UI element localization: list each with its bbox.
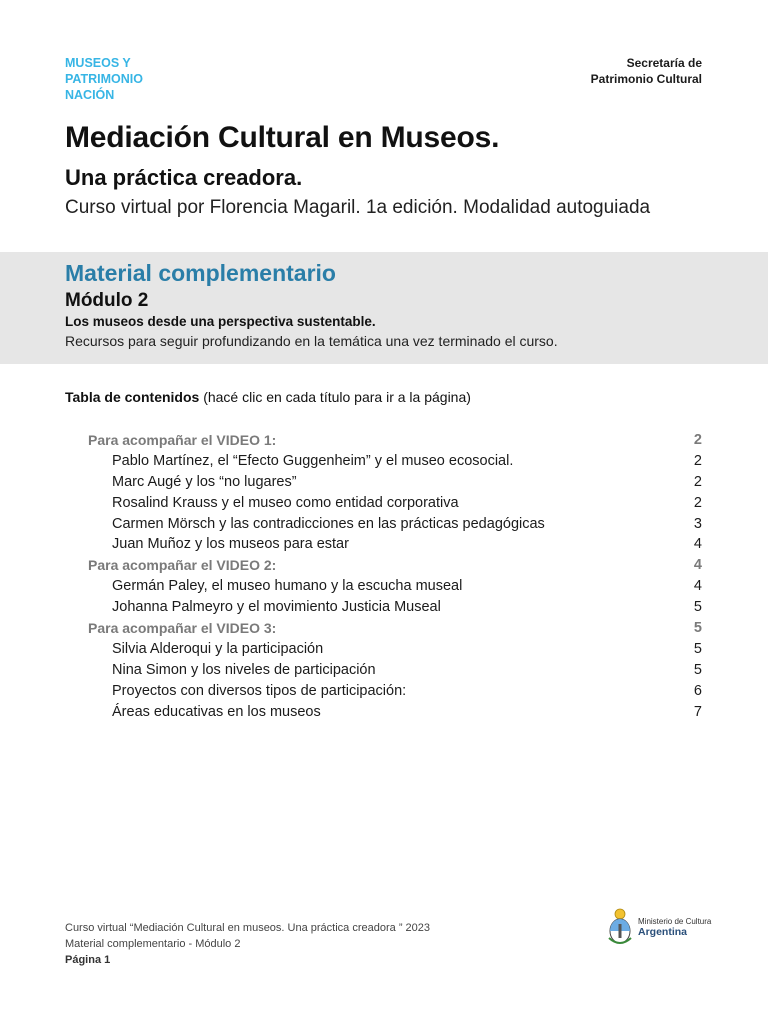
toc-entry-page[interactable]: 2: [693, 494, 702, 511]
toc-entry-page[interactable]: 4: [693, 536, 702, 553]
toc-entry-link[interactable]: [0, 472, 768, 493]
course-byline: Curso virtual por Florencia Magaril. 1a edición. Modalidad autoguiada: [65, 197, 651, 218]
module-title: Módulo 2: [65, 290, 149, 311]
document-title: Mediación Cultural en Museos.: [65, 121, 500, 154]
toc-entry-page[interactable]: 4: [693, 578, 702, 595]
toc-entry-page[interactable]: 5: [693, 620, 702, 637]
toc-section-link[interactable]: [0, 555, 768, 576]
toc-entry-link[interactable]: [0, 660, 768, 681]
toc-entry-label[interactable]: Johanna Palmeyro y el movimiento Justicia Museal: [112, 599, 441, 616]
toc-entry-link[interactable]: [0, 451, 768, 472]
toc-entry-page[interactable]: 2: [693, 432, 702, 448]
toc-entry-link[interactable]: [0, 702, 768, 723]
ministry-line-2: Argentina: [638, 926, 688, 938]
toc-entry-label[interactable]: Para acompañar el VIDEO 3:: [88, 620, 277, 637]
secretariat-line-2: Patrimonio Cultural: [590, 72, 702, 86]
toc-entry-page[interactable]: 6: [693, 682, 702, 699]
toc-entry-label[interactable]: Pablo Martínez, el “Efecto Guggenheim” y el museo ecosocial.: [112, 452, 514, 469]
toc-entry-label[interactable]: Áreas educativas en los museos: [112, 703, 321, 720]
footer-line-1: Curso virtual “Mediación Cultural en museos. Una práctica creadora ” 2023: [65, 922, 431, 934]
toc-section-link[interactable]: [0, 618, 768, 639]
toc-entry-page[interactable]: 5: [693, 661, 702, 678]
museos-logo: [65, 55, 143, 103]
toc-section-link[interactable]: [0, 430, 768, 451]
toc-entry-label[interactable]: Silvia Alderoqui y la participación: [112, 640, 324, 657]
toc-entry-link[interactable]: [0, 681, 768, 702]
module-subtitle: Los museos desde una perspectiva sustentable.: [65, 314, 376, 329]
toc-entry-label[interactable]: Juan Muñoz y los museos para estar: [112, 536, 349, 553]
ministry-logo: [605, 906, 725, 946]
toc-entry-page[interactable]: 7: [693, 703, 702, 720]
toc-entry-link[interactable]: [0, 576, 768, 597]
toc-entry-label[interactable]: Nina Simon y los niveles de participación: [112, 661, 376, 678]
toc-entry-page[interactable]: 5: [693, 640, 702, 657]
resources-note: Recursos para seguir profundizando en la temática una vez terminado el curso.: [65, 333, 558, 349]
toc-entry-page[interactable]: 3: [693, 515, 702, 532]
toc-entry-page[interactable]: 4: [693, 557, 702, 574]
logo-line-1: MUSEOS Y: [65, 56, 131, 70]
toc-entry-label[interactable]: Carmen Mörsch y las contradicciones en las prácticas pedagógicas: [112, 515, 545, 532]
toc-entry-link[interactable]: [0, 639, 768, 660]
toc-entry-label[interactable]: Para acompañar el VIDEO 1:: [88, 432, 277, 448]
toc-entry-label[interactable]: Rosalind Krauss y el museo como entidad corporativa: [112, 494, 459, 511]
module-band: [0, 252, 768, 364]
toc-entry-label[interactable]: Marc Augé y los “no lugares”: [112, 473, 297, 490]
toc-entry-page[interactable]: 2: [693, 452, 702, 469]
toc-heading-rest: (hacé clic en cada título para ir a la página): [199, 389, 471, 405]
toc-entry-link[interactable]: [0, 597, 768, 618]
toc-entry-page[interactable]: 5: [693, 599, 702, 616]
footer-line-2: Material complementario - Módulo 2: [65, 938, 241, 950]
document-subtitle: Una práctica creadora.: [65, 165, 303, 190]
table-of-contents: [0, 430, 768, 722]
toc-entry-link[interactable]: [0, 514, 768, 535]
ministry-line-1: Ministerio de Cultura: [638, 917, 712, 926]
toc-entry-label[interactable]: Proyectos con diversos tipos de participación:: [112, 682, 407, 699]
toc-entry-label[interactable]: Para acompañar el VIDEO 2:: [88, 557, 277, 574]
secretariat-label: [591, 55, 702, 87]
material-heading: Material complementario: [65, 260, 336, 286]
toc-entry-label[interactable]: Germán Paley, el museo humano y la escucha museal: [112, 578, 463, 595]
toc-entry-page[interactable]: 2: [693, 473, 702, 490]
logo-line-2: PATRIMONIO: [65, 72, 144, 86]
toc-entry-link[interactable]: [0, 534, 768, 555]
toc-entry-link[interactable]: [0, 493, 768, 514]
page-footer: [65, 920, 430, 968]
logo-line-3: NACIÓN: [65, 88, 115, 102]
page-number: Página 1: [65, 954, 111, 966]
toc-heading: [65, 389, 471, 405]
secretariat-line-1: Secretaría de: [626, 56, 702, 70]
argentina-coat-of-arms-icon: [605, 906, 635, 946]
toc-heading-bold: Tabla de contenidos: [65, 389, 200, 405]
